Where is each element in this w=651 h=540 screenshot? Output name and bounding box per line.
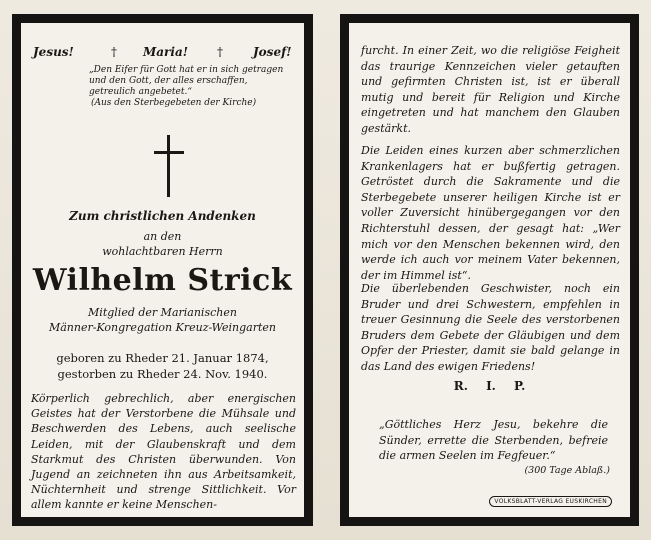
right-card [340, 14, 639, 526]
honorific-text: wohlachtbaren Herrn [102, 245, 223, 258]
invocation-maria: Maria! [143, 45, 188, 59]
invocation-josef: Josef! [253, 45, 292, 59]
quote-text: „Den Eifer für Gott hat er in sich getragen und den Gott, der alles erschaffen, getreulich angebetet.“ [89, 65, 284, 97]
death-date: gestorben zu Rheder 24. Nov. 1940. [57, 367, 268, 381]
rip-text: R. I. P. [453, 379, 526, 393]
an-den-text: an den [143, 230, 182, 243]
memorial-heading: Zum christlichen Andenken [69, 209, 256, 223]
paragraph-suffering: Die Leiden eines kurzen aber schmerzlichen Krankenlagers hat er bußfertig getragen. Getröstet durch die Sakramente und die Sterbegebete unserer heiligen Kirche ist er voller Zuversicht hinübergegangen vor den Richterstuhl dessen, der gesagt hat: „Wer mich vor den Menschen bekennen wird, den werde ich auch vor meinem Vater bekennen, der im Himmel ist“. [361, 144, 620, 282]
quote-block [89, 65, 296, 109]
left-card [12, 14, 313, 526]
membership-line-1: Mitglied der Marianischen [88, 306, 237, 319]
membership-line-2: Männer-Kongregation Kreuz-Weingarten [48, 321, 277, 334]
indulgence-note: (300 Tage Ablaß.) [524, 465, 610, 476]
deceased-name: Wilhelm Strick [32, 263, 293, 298]
small-cross-icon: † [111, 45, 117, 59]
quote-source: (Aus den Sterbegebeten der Kirche) [91, 98, 257, 108]
paragraph-courage: furcht. In einer Zeit, wo die religiöse Feigheit das traurige Kennzeichen vieler getauften und gefirmten Christen ist, ist er überall mutig und bereit für Religion und Kirche eingetreten und hat manchem den Glauben gestärkt. [361, 44, 620, 135]
paragraph-siblings: Die überlebenden Geschwister, noch ein Bruder und drei Schwestern, empfehlen in treuer Gesinnung die Seele des verstorbenen Bruders dem Gebete der Gläubigen und dem Opfer der Priester, damit sie bald gelange in das Land des ewigen Friedens! [361, 282, 620, 373]
small-cross-icon: † [217, 45, 223, 59]
publisher-stamp: VOLKSBLATT-VERLAG EUSKIRCHEN [489, 496, 612, 507]
invocation-jesus: Jesus! [33, 45, 74, 59]
prayer-text: „Göttliches Herz Jesu, bekehre die Sünder, errette die Sterbenden, befreie die armen Seelen im Fegfeuer.“ [379, 418, 608, 463]
cross-icon [154, 135, 184, 197]
biography-text: Körperlich gebrechlich, aber energischen Geistes hat der Verstorbene die Mühsale und Beschwerden des Lebens, auch seelische Leiden, mit der Glaubenskraft und dem Starkmut des Christen überwunden. Von Jugend an zeichneten ihn aus Arbeitsamkeit, Nüchternheit und strenge Sittlichkeit. Vor allem kannte er keine Menschen- [31, 392, 296, 512]
birth-date: geboren zu Rheder 21. Januar 1874, [56, 351, 269, 365]
